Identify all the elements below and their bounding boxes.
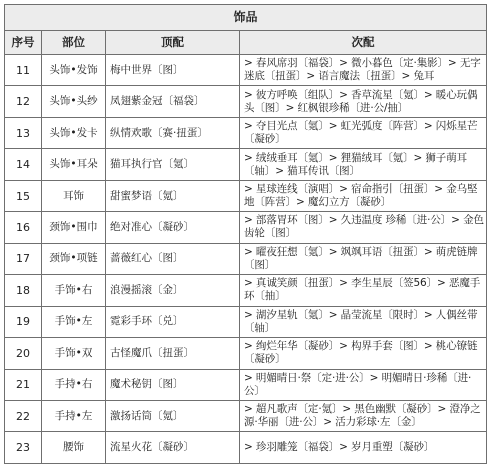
- row-second-item: > 星球连线〔演唱〕> 宿命指引〔扭蛋〕> 金乌堅地〔阵营〕> 魔幻立方〔凝砂〕: [240, 180, 487, 211]
- row-slot: 腰饰: [42, 432, 106, 464]
- row-top-item: 蔷薇红心〔图〕: [106, 243, 240, 274]
- row-index: 13: [5, 117, 42, 148]
- row-top-item: 绝对准心〔凝砂〕: [106, 212, 240, 243]
- row-index: 20: [5, 338, 42, 369]
- row-top-item: 霓彩手环〔兑〕: [106, 306, 240, 337]
- row-second-item: > 湖汐星轨〔氪〕> 晶莹流星〔限时〕> 人偶丝带〔轴〕: [240, 306, 487, 337]
- row-slot: 手持•左: [42, 400, 106, 431]
- table-row: [5, 180, 487, 211]
- row-top-item: 纵情欢歌〔赛·扭蛋〕: [106, 117, 240, 148]
- row-second-item: > 春风席羽〔福袋〕> 微小暮色〔定·集影〕> 无字迷底〔扭蛋〕> 语言魔法〔扭蛋〕> 兔耳: [240, 55, 487, 86]
- row-top-item: 古怪魔爪〔扭蛋〕: [106, 338, 240, 369]
- row-top-item: 凤翅紫金冠〔福袋〕: [106, 86, 240, 117]
- header-index: 序号: [5, 31, 42, 55]
- row-index: 18: [5, 275, 42, 306]
- accessories-table: [4, 4, 487, 464]
- table-title-row: [5, 5, 487, 31]
- header-top-item: 顶配: [106, 31, 240, 55]
- row-second-item: > 曜夜狂想〔氪〕> 飒飒耳语〔扭蛋〕> 萌虎链牌〔图〕: [240, 243, 487, 274]
- table-row: [5, 275, 487, 306]
- table-header-row: [5, 31, 487, 55]
- row-top-item: 流星火花〔凝砂〕: [106, 432, 240, 464]
- row-top-item: 浪漫摇滚〔金〕: [106, 275, 240, 306]
- header-second-item: 次配: [240, 31, 487, 55]
- row-second-item: > 绚烂年华〔凝砂〕> 构界手套〔图〕> 桃心镣链〔凝砂〕: [240, 338, 487, 369]
- table-title: 饰品: [5, 5, 487, 31]
- row-slot: 手饰•右: [42, 275, 106, 306]
- row-index: 12: [5, 86, 42, 117]
- row-slot: 手饰•左: [42, 306, 106, 337]
- row-slot: 头饰•发饰: [42, 55, 106, 86]
- row-index: 22: [5, 400, 42, 431]
- row-index: 21: [5, 369, 42, 400]
- table-row: [5, 243, 487, 274]
- row-second-item: > 超凡歌声〔定·氪〕> 黑色幽默〔凝砂〕> 澄净之源·华丽〔进·公〕> 活力彩球·左〔金〕: [240, 400, 487, 431]
- table-row: [5, 212, 487, 243]
- table-row: [5, 400, 487, 431]
- row-second-item: > 绒绒垂耳〔氪〕> 狸猫绒耳〔氪〕> 狮子萌耳〔轴〕> 猫耳传讯〔图〕: [240, 149, 487, 180]
- row-index: 15: [5, 180, 42, 211]
- row-top-item: 梅中世界〔图〕: [106, 55, 240, 86]
- row-slot: 头饰•头纱: [42, 86, 106, 117]
- table-row: [5, 338, 487, 369]
- table-row: [5, 117, 487, 148]
- row-slot: 颈饰•围巾: [42, 212, 106, 243]
- table-row: [5, 369, 487, 400]
- header-slot: 部位: [42, 31, 106, 55]
- row-index: 11: [5, 55, 42, 86]
- row-slot: 手饰•双: [42, 338, 106, 369]
- row-second-item: > 部落胃环〔图〕> 久违温度 珍稀〔进·公〕> 金色齿轮〔图〕: [240, 212, 487, 243]
- row-slot: 头饰•发卡: [42, 117, 106, 148]
- row-top-item: 猫耳执行官〔氪〕: [106, 149, 240, 180]
- row-second-item: > 彼方呼唤〔组队〕> 香草流星〔氪〕> 暖心玩偶头〔图〕> 红枫银珍稀〔进·公/抽〕: [240, 86, 487, 117]
- table-row: [5, 432, 487, 464]
- row-index: 19: [5, 306, 42, 337]
- table-row: [5, 306, 487, 337]
- row-slot: 颈饰•项链: [42, 243, 106, 274]
- row-top-item: 激扬话筒〔氪〕: [106, 400, 240, 431]
- row-index: 16: [5, 212, 42, 243]
- row-index: 17: [5, 243, 42, 274]
- row-top-item: 魔术秘钥〔图〕: [106, 369, 240, 400]
- table-row: [5, 149, 487, 180]
- row-top-item: 甜蜜梦语〔氪〕: [106, 180, 240, 211]
- row-slot: 头饰•耳朵: [42, 149, 106, 180]
- table-row: [5, 55, 487, 86]
- table-row: [5, 86, 487, 117]
- row-second-item: > 珍羽雕笼〔福袋〕> 岁月重塑〔凝砂〕: [240, 432, 487, 464]
- row-slot: 耳饰: [42, 180, 106, 211]
- row-index: 23: [5, 432, 42, 464]
- row-slot: 手持•右: [42, 369, 106, 400]
- row-index: 14: [5, 149, 42, 180]
- row-second-item: > 夺目光点〔氪〕> 虹光弧度〔阵营〕> 闪烁星芒〔凝砂〕: [240, 117, 487, 148]
- row-second-item: > 真诚笑颜〔扭蛋〕> 李生星辰〔签56〕> 恶魔手环〔抽〕: [240, 275, 487, 306]
- row-second-item: > 明媚晴日·祭〔定·进·公〕> 明媚晴日·珍稀〔进·公〕: [240, 369, 487, 400]
